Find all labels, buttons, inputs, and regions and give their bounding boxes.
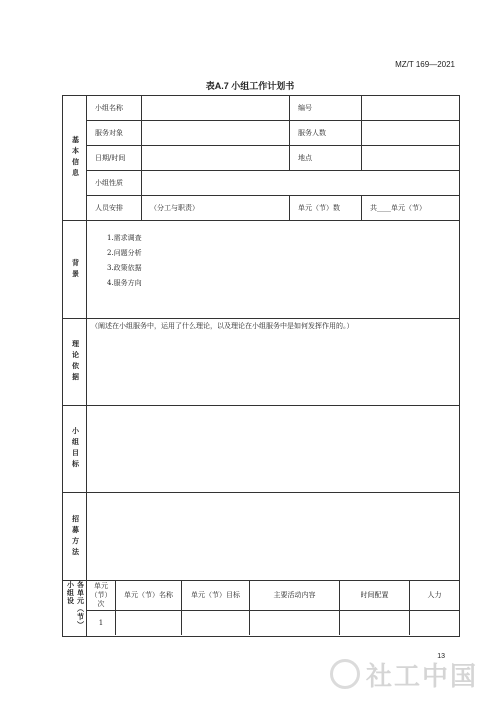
form-title: 表A.7 小组工作计划书 (205, 81, 295, 91)
unit-header-row (87, 581, 459, 611)
number-label: 编号 (289, 96, 361, 120)
background-section (63, 221, 459, 319)
date-time-label: 日期/时间 (95, 154, 126, 162)
row-service-target (87, 121, 459, 146)
time-cell[interactable] (339, 611, 409, 635)
watermark-text: 社工中国 (366, 661, 479, 692)
group-nature-label: 小组性质 (95, 179, 123, 187)
unit-name-cell[interactable] (115, 611, 181, 635)
basic-info-section (63, 96, 459, 221)
unit-goal-cell[interactable] (181, 611, 249, 635)
service-count-label: 服务人数 (289, 121, 361, 145)
division-note: （分工与职责） (141, 196, 289, 220)
theory-note: （阐述在小组服务中，运用了什么理论，以及理论在小组服务中是如何发挥作用的。） (91, 322, 354, 330)
basic-info-label: 基本信息 (71, 136, 79, 180)
row-group-name (87, 96, 459, 121)
units-label: 单元（节）数 (289, 196, 361, 220)
group-name-field[interactable] (141, 96, 289, 120)
background-label: 背景 (71, 258, 79, 281)
background-item: 3.政策依据 (107, 264, 142, 272)
total-units-field[interactable]: 共____单元（节） (361, 196, 459, 220)
theory-section (63, 319, 459, 406)
group-name-label: 小组名称 (95, 104, 123, 112)
theory-label: 理论依据 (71, 340, 79, 384)
recruit-section[interactable] (63, 493, 459, 581)
staff-cell[interactable] (409, 611, 459, 635)
plan-form (62, 95, 460, 637)
unit-row (87, 611, 459, 635)
background-item: 1.需求调查 (107, 234, 142, 242)
recruit-label: 招募方法 (71, 514, 79, 559)
service-target-field[interactable] (141, 121, 289, 145)
row-staff (87, 196, 459, 220)
unit-seq-header: 单元（节）次 (90, 582, 112, 608)
number-field[interactable] (361, 96, 459, 120)
unit-goal-header: 单元（节）目标 (181, 581, 249, 610)
date-time-field[interactable] (141, 146, 289, 170)
time-header: 时间配置 (339, 581, 409, 610)
staff-label: 人员安排 (95, 204, 123, 212)
row-group-nature (87, 171, 459, 196)
location-field[interactable] (361, 146, 459, 170)
unit-design-section (63, 581, 459, 636)
service-target-label: 服务对象 (95, 129, 123, 137)
standard-code: MZ/T 169—2021 (395, 60, 455, 69)
activity-header: 主要活动内容 (249, 581, 339, 610)
page-number: 13 (437, 653, 445, 660)
activity-cell[interactable] (249, 611, 339, 635)
location-label: 地点 (289, 146, 361, 170)
goal-label: 小组目标 (71, 427, 79, 471)
row-date-time (87, 146, 459, 171)
background-item: 2.问题分析 (107, 249, 142, 257)
group-nature-field[interactable] (141, 171, 459, 195)
unit-design-label: 各单元（节）小组设 (66, 581, 84, 629)
background-list (107, 231, 142, 291)
heart-logo-icon (330, 659, 360, 689)
background-item: 4.服务方向 (107, 279, 142, 287)
watermark-logo (330, 654, 480, 694)
staff-header: 人力 (409, 581, 459, 610)
goal-section[interactable] (63, 406, 459, 493)
service-count-field[interactable] (361, 121, 459, 145)
unit-seq-cell: 1 (98, 618, 104, 627)
unit-name-header: 单元（节）名称 (115, 581, 181, 610)
